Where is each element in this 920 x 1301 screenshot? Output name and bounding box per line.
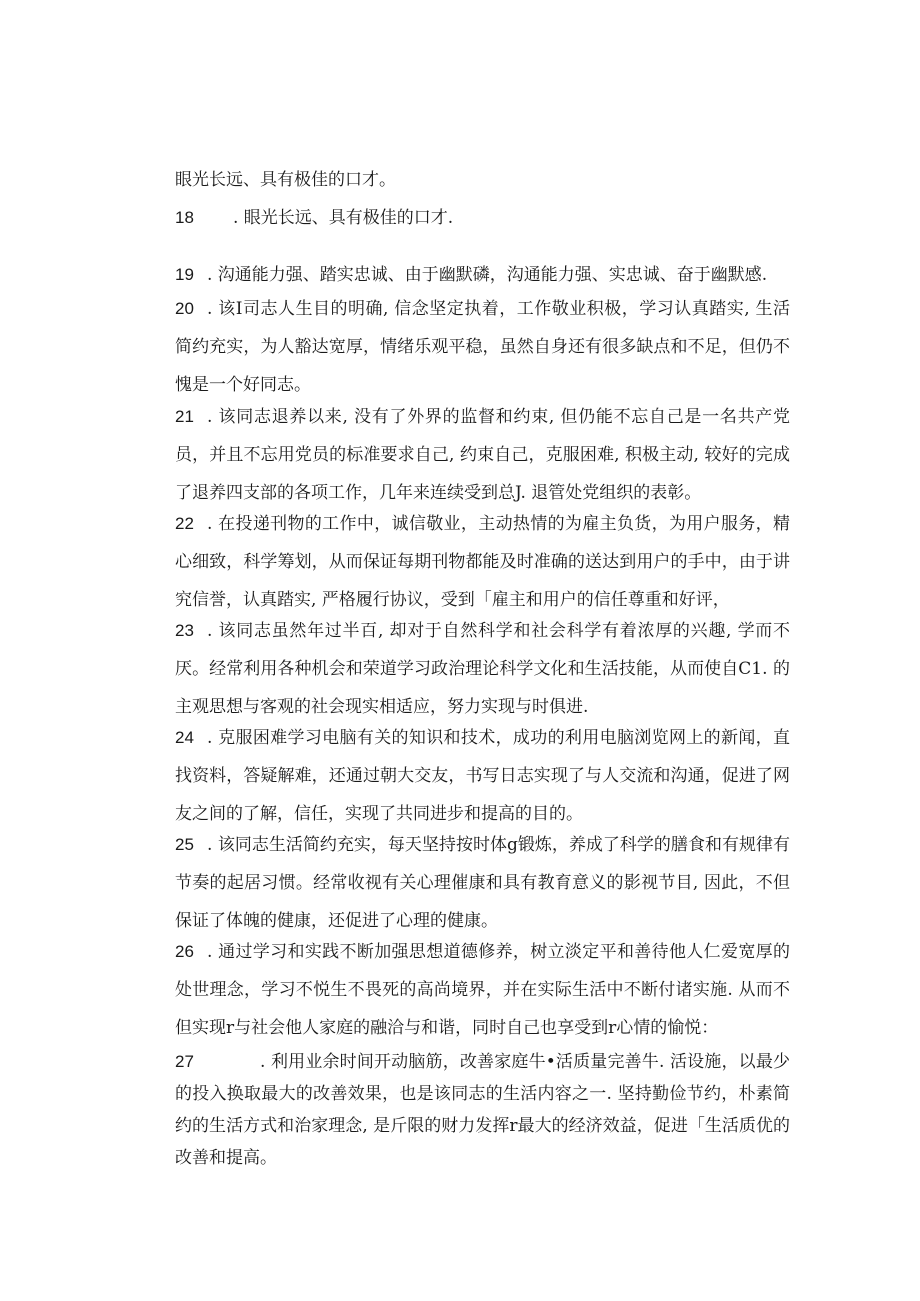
item-number: 26 [175, 942, 194, 961]
item-text: . 克服困难学习电脑有关的知识和技术，成功的利用电脑浏览网上的新闻，直找资料，答疑解难，还通过朝大交友，书写日志实现了与人交流和沟通，促进了网友之间的了解，信任，实现了共同进步和提高的目的。 [175, 728, 790, 824]
item-text: . 在投递刊物的工作中，诚信敬业，主动热情的为雇主负货，为用户服务，精心细致，科学筹划，从而保证每期刊物都能及时准确的送达到用户的手中，由于讲究信誉，认真踏实, 严格履行协议，受到「雇主和用户的信任尊重和好评， [175, 514, 790, 610]
item-number: 25 [175, 835, 194, 854]
list-item-24 [175, 719, 790, 833]
list-item-26 [175, 933, 790, 1047]
item-number: 19 [175, 265, 194, 284]
list-item-25 [175, 826, 790, 940]
item-number: 20 [175, 299, 194, 318]
list-item-22 [175, 505, 790, 619]
item-text: . 该同志虽然年过半百, 却对于自然科学和社会科学有着浓厚的兴趣, 学而不厌。经常利用各种机会和荣道学习政治理论科学文化和生活技能，从而使自C1. 的主观思想与客观的社会现实相适应，努力实现与时俱进. [175, 621, 790, 717]
item-number: 27 [175, 1052, 194, 1071]
item-number: 18 [175, 208, 194, 227]
item-text: . 该I司志人生目的明确, 信念坚定执着，工作敬业积极，学习认真踏实, 生活简约充实，为人豁达宽厚，情绪乐观平稳，虽然自身还有很多缺点和不足，但仍不愧是一个好同志。 [175, 299, 790, 395]
item-number: 22 [175, 514, 194, 533]
item-number: 24 [175, 728, 194, 747]
list-item-23 [175, 612, 790, 726]
list-item-18 [175, 199, 790, 237]
lead-line [175, 161, 790, 199]
item-text: . 通过学习和实践不断加强思想道德修养，树立淡定平和善待他人仁爱宽厚的处世理念，学习不悦生不畏死的高尚境界，并在实际生活中不断付诸实施. 从而不但实现r与社会他人家庭的融洽与和谐，同时自己也享受到r心情的愉悦： [175, 942, 790, 1038]
item-number: 21 [175, 407, 194, 426]
item-text: . 眼光长远、具有极佳的口才. [233, 208, 454, 228]
item-text: . 该同志生活简约充实，每天坚持按时体g锻炼，养成了科学的膳食和有规律有节奏的起居习惯。经常收视有关心理催康和具有教育意义的影视节目, 因此，不但保证了体魄的健康，还促进了心理的健康。 [175, 835, 790, 931]
item-text: . 沟通能力强、踏实忠诚、由于幽默磷，沟通能力强、实忠诚、奋于幽默感. [207, 265, 768, 285]
list-item-19 [175, 256, 790, 294]
item-text: . 利用业余时间开动脑筋，改善家庭牛•活质量完善牛. 活设施，以最少的投入换取最大的改善效果，也是该同志的生活内容之一. 坚持勤俭节约，朴素简约的生活方式和治家理念, 是斤限的财力发挥r最大的经济效益，促进「生活质优的改善和提高。 [175, 1052, 790, 1168]
item-text: . 该同志退养以来, 没有了外界的监督和约束, 但仍能不忘自己是一名共产党员，并且不忘用党员的标准要求自己, 约束自己，克服困难, 积极主动, 较好的完成了退养四支部的各项工作，几年来连续受到总J. 退管处党组织的表彰。 [175, 407, 790, 503]
lead-line-text: 眼光长远、具有极佳的口才。 [175, 170, 396, 190]
list-item-27 [175, 1046, 790, 1174]
list-item-20 [175, 290, 790, 404]
item-number: 23 [175, 621, 194, 640]
list-item-21 [175, 398, 790, 512]
